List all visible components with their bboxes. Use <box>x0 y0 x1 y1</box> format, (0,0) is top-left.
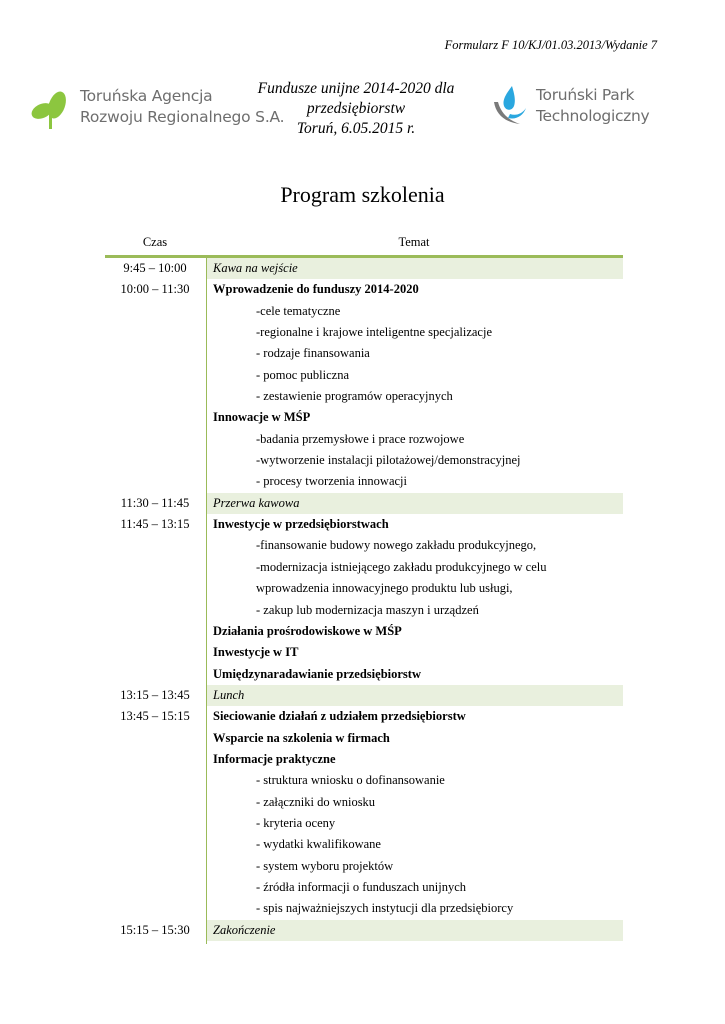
topic-cell: Sieciowanie działań z udziałem przedsiębiorstw <box>213 709 466 724</box>
break-row <box>105 493 623 514</box>
item-row <box>105 834 623 855</box>
item-row <box>105 322 623 343</box>
topic-cell: -regionalne i krajowe inteligentne specjalizacje <box>256 325 492 340</box>
time-cell <box>105 429 205 450</box>
topic-cell: - zakup lub modernizacja maszyn i urządzeń <box>256 602 479 617</box>
time-cell <box>105 578 205 599</box>
item-row <box>105 471 623 492</box>
left-logo-line2: Rozwoju Regionalnego S.A. <box>80 108 285 126</box>
topic-cell: - zestawienie programów operacyjnych <box>256 389 453 404</box>
topic-cell: - wydatki kwalifikowane <box>256 837 381 852</box>
item-row <box>105 898 623 919</box>
drop-swoosh-icon <box>490 84 530 128</box>
item-row <box>105 877 623 898</box>
section-row <box>105 621 623 642</box>
time-cell: 10:00 – 11:30 <box>120 282 190 297</box>
schedule-table <box>105 258 623 941</box>
topic-cell: Informacje praktyczne <box>213 751 336 766</box>
time-cell <box>105 600 205 621</box>
topic-cell: Wsparcie na szkolenia w firmach <box>213 730 390 745</box>
item-row <box>105 386 623 407</box>
topic-cell: - rodzaje finansowania <box>256 346 370 361</box>
leaf-icon <box>30 83 72 131</box>
item-row <box>105 535 623 556</box>
time-cell <box>105 450 205 471</box>
time-cell: 13:45 – 15:15 <box>120 709 190 724</box>
time-cell <box>105 621 205 642</box>
topic-cell: wprowadzenia innowacyjnego produktu lub usługi, <box>256 581 513 596</box>
topic-cell: Wprowadzenie do funduszy 2014-2020 <box>213 282 419 297</box>
topic-cell: - spis najważniejszych instytucji dla przedsiębiorcy <box>256 901 514 916</box>
time-cell <box>105 343 205 364</box>
section-row <box>105 749 623 770</box>
section-row <box>105 706 623 727</box>
time-cell <box>105 535 205 556</box>
item-row <box>105 365 623 386</box>
time-cell <box>105 557 205 578</box>
time-cell <box>105 792 205 813</box>
time-cell: 15:15 – 15:30 <box>120 922 190 937</box>
topic-cell: - struktura wniosku o dofinansowanie <box>256 773 445 788</box>
event-header <box>240 79 472 139</box>
item-row <box>105 792 623 813</box>
item-row <box>105 813 623 834</box>
section-row <box>105 664 623 685</box>
break-row <box>105 258 623 279</box>
time-cell: 13:15 – 13:45 <box>120 687 190 702</box>
section-row <box>105 728 623 749</box>
topic-cell: Przerwa kawowa <box>207 493 623 514</box>
column-header-time: Czas <box>142 235 168 249</box>
time-cell <box>105 664 205 685</box>
topic-cell: -modernizacja istniejącego zakładu produkcyjnego w celu <box>256 559 547 574</box>
topic-cell: - kryteria oceny <box>256 815 336 830</box>
topic-cell: -finansowanie budowy nowego zakładu produkcyjnego, <box>256 538 537 553</box>
topic-cell: - procesy tworzenia innowacji <box>256 474 407 489</box>
section-row <box>105 514 623 535</box>
topic-cell: Kawa na wejście <box>207 258 623 279</box>
time-cell <box>105 386 205 407</box>
right-logo-line2: Technologiczny <box>536 107 650 125</box>
time-cell <box>105 877 205 898</box>
topic-cell: -wytworzenie instalacji pilotażowej/demonstracyjnej <box>256 453 521 468</box>
time-cell <box>105 471 205 492</box>
page-title: Program szkolenia <box>280 182 445 207</box>
topic-cell: Innowacje w MŚP <box>213 410 311 425</box>
time-cell <box>105 728 205 749</box>
time-cell <box>105 365 205 386</box>
topic-cell: -badania przemysłowe i prace rozwojowe <box>256 431 465 446</box>
time-cell <box>105 834 205 855</box>
right-logo-line1: Toruński Park <box>536 86 635 104</box>
item-row <box>105 557 623 578</box>
time-cell <box>105 407 205 428</box>
item-row <box>105 343 623 364</box>
time-cell <box>105 749 205 770</box>
time-cell <box>105 770 205 791</box>
table-header <box>105 233 623 255</box>
topic-cell: Lunch <box>207 685 623 706</box>
column-header-topic: Temat <box>398 235 430 249</box>
topic-cell: - załączniki do wniosku <box>256 794 376 809</box>
item-row <box>105 450 623 471</box>
time-cell <box>105 813 205 834</box>
item-row <box>105 429 623 450</box>
time-cell <box>105 898 205 919</box>
event-line1: Fundusze unijne 2014-2020 dla <box>257 80 455 97</box>
topic-cell: - system wyboru projektów <box>256 858 394 873</box>
time-cell: 9:45 – 10:00 <box>123 261 187 275</box>
time-cell: 11:45 – 13:15 <box>120 517 190 532</box>
section-row <box>105 642 623 663</box>
item-row <box>105 578 623 599</box>
event-line2: przedsiębiorstw <box>306 100 406 117</box>
item-row <box>105 770 623 791</box>
topic-cell: Inwestycje w przedsiębiorstwach <box>213 517 389 532</box>
topic-cell: -cele tematyczne <box>256 303 341 318</box>
event-date: Toruń, 6.05.2015 r. <box>296 120 416 137</box>
time-cell <box>105 642 205 663</box>
tpt-logo <box>490 84 649 128</box>
break-row <box>105 920 623 941</box>
time-cell <box>105 856 205 877</box>
topic-cell: - pomoc publiczna <box>256 367 350 382</box>
time-cell: 11:30 – 11:45 <box>120 495 190 510</box>
item-row <box>105 856 623 877</box>
form-id: Formularz F 10/KJ/01.03.2013/Wydanie 7 <box>444 38 657 52</box>
break-row <box>105 685 623 706</box>
topic-cell: Działania prośrodowiskowe w MŚP <box>213 623 402 638</box>
topic-cell: Umiędzynaradawianie przedsiębiorstw <box>213 666 421 681</box>
left-logo-line1: Toruńska Agencja <box>80 87 213 105</box>
section-row <box>105 279 623 300</box>
topic-cell: Inwestycje w IT <box>213 645 299 660</box>
item-row <box>105 301 623 322</box>
item-row <box>105 600 623 621</box>
time-cell <box>105 322 205 343</box>
topic-cell: - źródła informacji o funduszach unijnych <box>256 879 466 894</box>
topic-cell: Zakończenie <box>207 920 623 941</box>
time-cell <box>105 301 205 322</box>
section-row <box>105 407 623 428</box>
